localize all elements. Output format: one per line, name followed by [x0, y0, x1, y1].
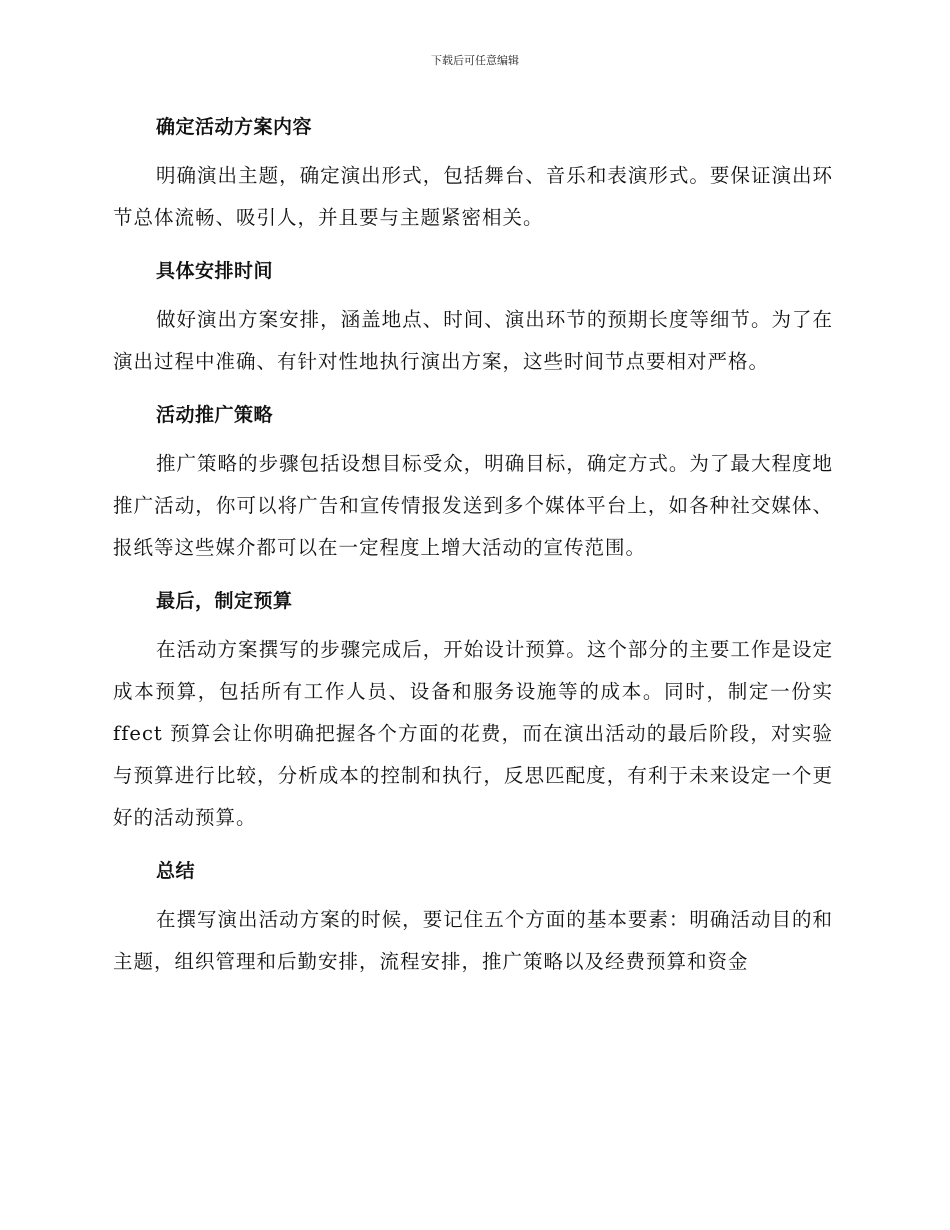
section-paragraph: 明确演出主题，确定演出形式，包括舞台、音乐和表演形式。要保证演出环节总体流畅、吸引人，并且要与主题紧密相关。 [113, 164, 833, 229]
section-paragraph: 在撰写演出活动方案的时候，要记住五个方面的基本要素：明确活动目的和主题，组织管理和后勤安排，流程安排，推广策略以及经费预算和资金 [113, 908, 833, 973]
section-heading: 活动推广策略 [156, 404, 274, 426]
section-heading: 最后，制定预算 [156, 590, 293, 612]
section-budget [113, 579, 833, 839]
section-content-plan [113, 105, 833, 239]
section-paragraph: 在活动方案撰写的步骤完成后，开始设计预算。这个部分的主要工作是设定成本预算，包括所有工作人员、设备和服务设施等的成本。同时，制定一份实 ffect 预算会让你明确把握各个方面的花费，而在演出活动的最后阶段，对实验与预算进行比较，分析成本的控制和执行，反思匹配度，有利于未来设定一个更好的活动预算。 [113, 638, 833, 829]
section-heading: 具体安排时间 [156, 260, 274, 282]
page-header: 下载后可任意编辑 [431, 54, 519, 67]
section-promotion [113, 393, 833, 569]
section-summary [113, 849, 833, 983]
section-heading: 总结 [156, 860, 196, 882]
section-heading: 确定活动方案内容 [156, 116, 313, 138]
document-body [113, 105, 833, 993]
section-paragraph: 推广策略的步骤包括设想目标受众，明确目标，确定方式。为了最大程度地推广活动，你可以将广告和宣传情报发送到多个媒体平台上，如各种社交媒体、报纸等这些媒介都可以在一定程度上增大活动的宣传范围。 [113, 452, 833, 559]
section-schedule [113, 249, 833, 383]
section-paragraph: 做好演出方案安排，涵盖地点、时间、演出环节的预期长度等细节。为了在演出过程中准确、有针对性地执行演出方案，这些时间节点要相对严格。 [113, 308, 833, 373]
